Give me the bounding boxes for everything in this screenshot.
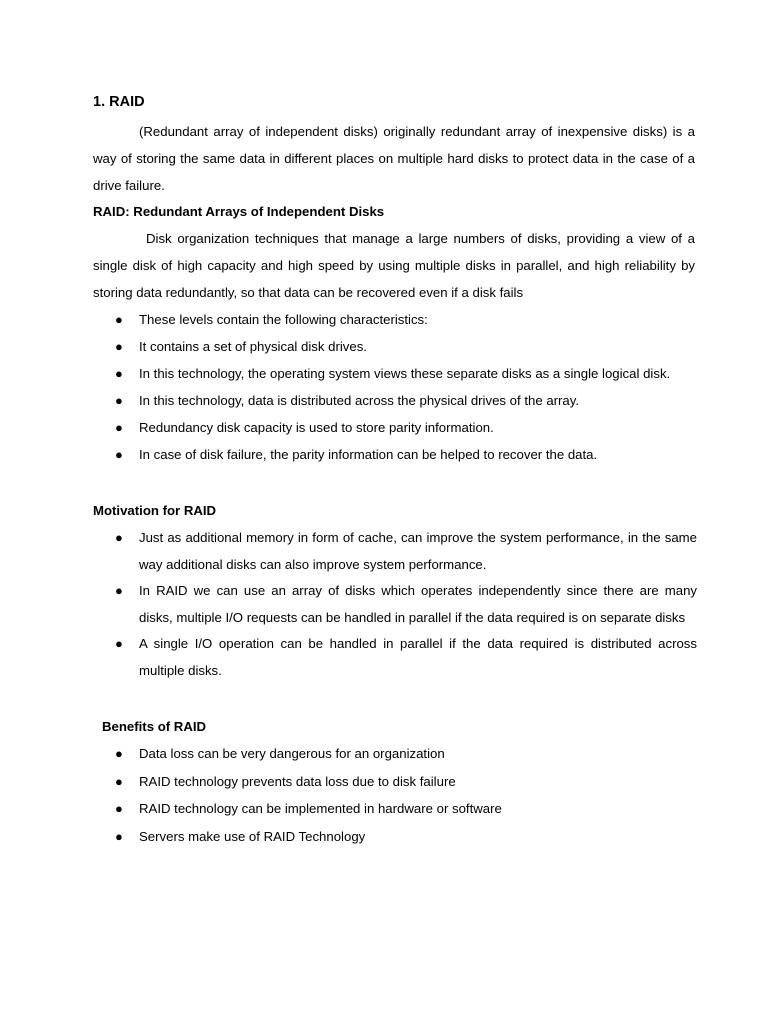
list-item: ● Just as additional memory in form of cache, can improve the system performance, in the same way additional disks can also improve system performance.: [115, 525, 697, 578]
definition-paragraph: Disk organization techniques that manage a large numbers of disks, providing a view of a single disk of high capacity and high speed by using multiple disks in parallel, and high reliability by storing data redundantly, so that data can be recovered even if a disk fails: [93, 231, 695, 300]
list-item: ● In case of disk failure, the parity information can be helped to recover the data.: [115, 442, 697, 469]
list-item: ● RAID technology prevents data loss due to disk failure: [115, 768, 697, 796]
bullet-icon: ●: [115, 583, 123, 598]
list-item: ● In this technology, the operating system views these separate disks as a single logical disk.: [115, 361, 697, 388]
bullet-icon: ●: [115, 746, 123, 761]
benefits-list: [115, 740, 697, 850]
bullet-icon: ●: [115, 530, 123, 545]
list-item: ● Redundancy disk capacity is used to store parity information.: [115, 415, 697, 442]
motivation-heading: Motivation for RAID: [93, 503, 217, 518]
list-item: ● Servers make use of RAID Technology: [115, 823, 697, 851]
bullet-icon: ●: [115, 420, 123, 435]
characteristics-list: [115, 307, 697, 468]
list-item: ● These levels contain the following characteristics:: [115, 307, 697, 334]
intro-paragraph: (Redundant array of independent disks) originally redundant array of inexpensive disks) is a way of storing the same data in different places on multiple hard disks to protect data in the case of a drive failure.: [93, 124, 695, 193]
bullet-icon: ●: [115, 338, 123, 354]
list-item: ● RAID technology can be implemented in hardware or software: [115, 795, 697, 823]
bullet-icon: ●: [115, 636, 123, 651]
bullet-icon: ●: [115, 801, 123, 816]
bullet-icon: ●: [115, 828, 123, 844]
benefits-heading: Benefits of RAID: [102, 719, 207, 734]
list-item: ● It contains a set of physical disk drives.: [115, 334, 697, 361]
definition-heading: RAID: Redundant Arrays of Independent Disks: [93, 204, 385, 219]
bullet-icon: ●: [115, 392, 123, 408]
list-item: ● Data loss can be very dangerous for an organization: [115, 740, 697, 768]
section-title: 1. RAID: [93, 94, 145, 110]
bullet-icon: ●: [115, 446, 123, 462]
list-item: ● In this technology, data is distributed across the physical drives of the array.: [115, 388, 697, 415]
list-item: ● In RAID we can use an array of disks which operates independently since there are many disks, multiple I/O requests can be handled in parallel if the data required is on separate disks: [115, 578, 697, 631]
bullet-icon: ●: [115, 366, 123, 381]
list-item: ● A single I/O operation can be handled in parallel if the data required is distributed across multiple disks.: [115, 631, 697, 684]
bullet-icon: ●: [115, 773, 123, 789]
motivation-list: [115, 525, 697, 684]
bullet-icon: ●: [115, 312, 123, 327]
